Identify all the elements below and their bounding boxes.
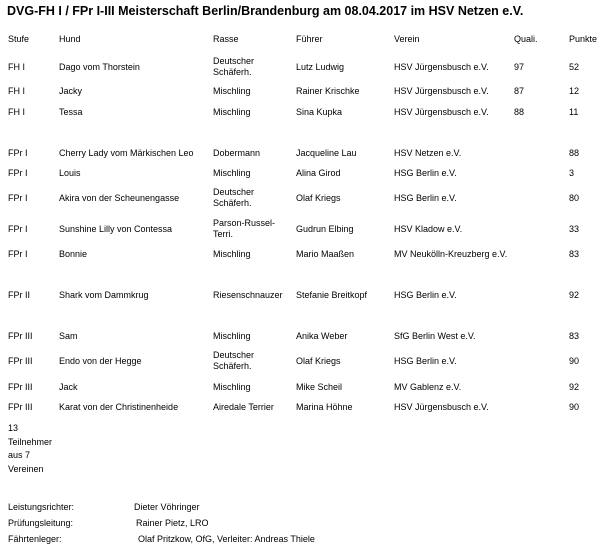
rasse-line: Mischling <box>213 106 251 117</box>
cell-fuehrer: Mike Scheil <box>296 381 343 392</box>
rasse-line: Airedale Terrier <box>213 401 274 412</box>
cell-rasse <box>213 402 274 413</box>
cell-punkte: 92 <box>569 381 580 392</box>
cell-punkte: 52 <box>569 61 580 72</box>
cell-stufe: FH I <box>8 61 25 72</box>
cell-rasse <box>213 187 254 209</box>
rasse-line: Mischling <box>213 248 251 259</box>
rasse-line: Deutscher <box>213 350 255 360</box>
cell-rasse <box>213 168 251 179</box>
cell-verein: SfG Berlin West e.V. <box>394 330 476 341</box>
cell-rasse <box>213 382 251 393</box>
cell-verein: HSG Berlin e.V. <box>394 289 457 300</box>
cell-punkte: 92 <box>569 289 580 300</box>
cell-stufe: FPr III <box>8 401 33 412</box>
cell-rasse <box>213 107 251 118</box>
cell-quali: 97 <box>514 61 525 72</box>
cell-fuehrer: Gudrun Elbing <box>296 223 354 234</box>
cell-verein: MV Neukölln-Kreuzberg e.V. <box>394 248 508 259</box>
cell-verein: HSG Berlin e.V. <box>394 192 457 203</box>
cell-fuehrer: Jacqueline Lau <box>296 147 357 158</box>
cell-fuehrer: Marina Höhne <box>296 401 353 412</box>
cell-hund: Endo von der Hegge <box>59 355 142 366</box>
cell-fuehrer: Olaf Kriegs <box>296 192 341 203</box>
cell-stufe: FPr III <box>8 330 33 341</box>
cell-fuehrer: Rainer Krischke <box>296 85 360 96</box>
cell-stufe: FPr II <box>8 289 30 300</box>
cell-hund: Cherry Lady vom Märkischen Leo <box>59 147 194 158</box>
summary-count: 13 <box>8 423 19 433</box>
header-fuehrer: Führer <box>296 34 323 44</box>
cell-fuehrer: Mario Maaßen <box>296 248 355 259</box>
cell-verein: HSV Jürgensbusch e.V. <box>394 106 489 117</box>
header-hund: Hund <box>59 34 81 44</box>
cell-rasse <box>213 218 275 240</box>
footer-value: Olaf Pritzkow, OfG, Verleiter: Andreas Thiele <box>138 534 315 544</box>
cell-punkte: 33 <box>569 223 580 234</box>
cell-verein: MV Gablenz e.V. <box>394 381 462 392</box>
cell-quali: 88 <box>514 106 525 117</box>
rasse-line: Mischling <box>213 381 251 392</box>
cell-punkte: 88 <box>569 147 580 158</box>
cell-stufe: FPr I <box>8 192 28 203</box>
header-rasse: Rasse <box>213 34 239 44</box>
cell-stufe: FPr I <box>8 223 28 234</box>
footer-value: Dieter Vöhringer <box>134 502 200 512</box>
footer-label: Prüfungsleitung: <box>8 518 74 528</box>
rasse-line: Mischling <box>213 330 251 341</box>
cell-hund: Sam <box>59 330 78 341</box>
cell-hund: Dago vom Thorstein <box>59 61 140 72</box>
rasse-line: Dobermann <box>213 147 261 158</box>
summary-from: aus 7 <box>8 450 31 460</box>
cell-rasse <box>213 86 251 97</box>
cell-verein: HSV Jürgensbusch e.V. <box>394 85 489 96</box>
footer-value: Rainer Pietz, LRO <box>136 518 209 528</box>
rasse-line: Schäferh. <box>213 198 252 208</box>
cell-rasse <box>213 56 254 78</box>
cell-fuehrer: Olaf Kriegs <box>296 355 341 366</box>
cell-punkte: 83 <box>569 248 580 259</box>
rasse-line: Terri. <box>213 229 233 239</box>
cell-hund: Karat von der Christinenheide <box>59 401 179 412</box>
cell-punkte: 90 <box>569 401 580 412</box>
cell-verein: HSG Berlin e.V. <box>394 167 457 178</box>
summary <box>8 422 52 476</box>
cell-punkte: 83 <box>569 330 580 341</box>
cell-stufe: FH I <box>8 85 25 96</box>
cell-fuehrer: Lutz Ludwig <box>296 61 345 72</box>
cell-punkte: 80 <box>569 192 580 203</box>
header-verein: Verein <box>394 34 420 44</box>
cell-fuehrer: Sina Kupka <box>296 106 343 117</box>
cell-stufe: FPr III <box>8 381 33 392</box>
cell-rasse <box>213 331 251 342</box>
footer-label: Leistungsrichter: <box>8 502 75 512</box>
cell-hund: Akira von der Scheunengasse <box>59 192 180 203</box>
cell-hund: Louis <box>59 167 81 178</box>
cell-verein: HSV Netzen e.V. <box>394 147 462 158</box>
rasse-line: Schäferh. <box>213 67 252 77</box>
cell-rasse <box>213 249 251 260</box>
header-punkte: Punkte <box>569 34 598 44</box>
rasse-line: Mischling <box>213 85 251 96</box>
header-quali: Quali. <box>514 34 538 44</box>
rasse-line: Mischling <box>213 167 251 178</box>
header-stufe: Stufe <box>8 34 30 44</box>
rasse-line: Riesenschnauzer <box>213 289 283 300</box>
cell-rasse <box>213 148 260 159</box>
rasse-line: Deutscher <box>213 187 255 197</box>
cell-verein: HSV Jürgensbusch e.V. <box>394 401 489 412</box>
summary-participants: Teilnehmer <box>8 436 53 447</box>
summary-clubs: Vereinen <box>8 463 44 474</box>
cell-hund: Jacky <box>59 85 83 96</box>
cell-punkte: 11 <box>569 106 579 117</box>
cell-hund: Tessa <box>59 106 83 117</box>
cell-hund: Jack <box>59 381 78 392</box>
cell-hund: Bonnie <box>59 248 88 259</box>
cell-punkte: 90 <box>569 355 580 366</box>
cell-stufe: FPr I <box>8 167 28 178</box>
cell-rasse <box>213 290 283 301</box>
rasse-line: Schäferh. <box>213 361 252 371</box>
cell-rasse <box>213 350 254 372</box>
cell-quali: 87 <box>514 85 525 96</box>
cell-stufe: FH I <box>8 106 25 117</box>
cell-stufe: FPr III <box>8 355 33 366</box>
rasse-line: Parson-Russel- <box>213 218 276 228</box>
cell-stufe: FPr I <box>8 147 28 158</box>
cell-verein: HSV Kladow e.V. <box>394 223 463 234</box>
footer-label: Fährtenleger: <box>8 534 62 544</box>
cell-fuehrer: Anika Weber <box>296 330 348 341</box>
cell-fuehrer: Alina Girod <box>296 167 341 178</box>
cell-stufe: FPr I <box>8 248 28 259</box>
cell-hund: Shark vom Dammkrug <box>59 289 149 300</box>
cell-verein: HSG Berlin e.V. <box>394 355 457 366</box>
page-title: DVG-FH I / FPr I-III Meisterschaft Berlin/Brandenburg am 08.04.2017 im HSV Netzen e.V. <box>7 4 524 18</box>
cell-verein: HSV Jürgensbusch e.V. <box>394 61 489 72</box>
cell-punkte: 3 <box>569 167 575 178</box>
cell-fuehrer: Stefanie Breitkopf <box>296 289 368 300</box>
cell-punkte: 12 <box>569 85 580 96</box>
rasse-line: Deutscher <box>213 56 255 66</box>
cell-hund: Sunshine Lilly von Contessa <box>59 223 173 234</box>
